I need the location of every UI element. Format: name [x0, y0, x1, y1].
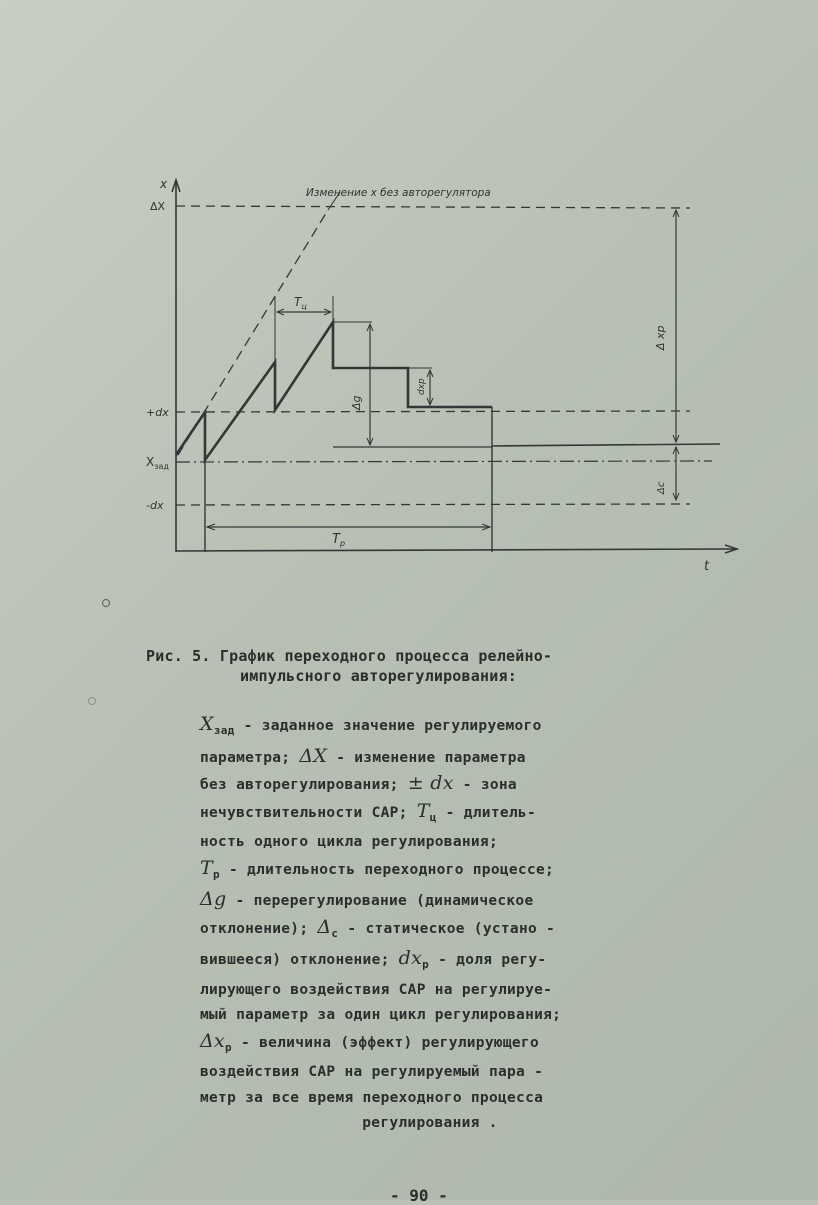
minus-dx-level-line	[176, 504, 690, 505]
legend-line: мый параметр за один цикл регулирования;	[200, 1007, 562, 1023]
plus-dx-label: +dx	[146, 406, 169, 419]
delta-g-label: Δg	[350, 395, 363, 410]
dX-label: ΔX	[150, 200, 166, 213]
caption-title-line-2: импульсного авторегулирования:	[240, 667, 517, 685]
legend-line: лирующего воздействия САР на регулируе-	[200, 981, 553, 998]
legend-line: параметра; ΔX - изменение параметра	[200, 744, 526, 767]
Tc-label: $T_ц$	[294, 295, 307, 311]
steady-state-line	[492, 444, 720, 446]
legend-line: Δg - перерегулирование (динамическое	[200, 888, 534, 910]
figure-label: Рис. 5.	[146, 647, 211, 665]
legend-line: $\Delta x_р$ - величина (эффект) регулирующего	[200, 1029, 539, 1054]
page-speck	[88, 697, 96, 705]
figure-caption	[146, 646, 706, 686]
page-speck	[102, 599, 110, 607]
legend-line: нечувствительности САР; $T_ц$ - длитель-	[200, 799, 536, 824]
plus-dx-level-line	[176, 411, 690, 412]
x-axis	[176, 549, 735, 551]
legend-line: ность одного цикла регулирования;	[200, 834, 498, 850]
legend-line: метр за все время переходного процесса	[200, 1089, 544, 1106]
x-zad-label: $X_{зад}$	[146, 455, 169, 471]
figure-legend	[200, 712, 720, 1137]
legend-line: вившееся) отклонение; $dx_р$ - доля регу-	[200, 947, 547, 971]
dX-level-line	[176, 206, 690, 208]
dxp-label: dxp	[417, 378, 427, 395]
y-axis-label: x	[160, 177, 168, 191]
caption-title-line-1: Рис. 5. График переходного процесса релейно-	[146, 647, 553, 665]
delta-xp-label: Δ xp	[654, 325, 667, 350]
x-zad-level-line	[176, 461, 712, 462]
legend-line: $T_р$ - длительность переходного процессе;	[200, 856, 555, 881]
page-number: - 90 -	[390, 1186, 448, 1205]
x-axis-label: t	[704, 559, 710, 574]
legend-line: отклонение); $\Delta_с$ - статическое (устано -	[200, 915, 556, 940]
delta-c-label: Δc	[656, 481, 667, 494]
legend-line: регулирования .	[362, 1115, 498, 1131]
legend-line: без авторегулирования; ± dx - зона	[200, 772, 517, 794]
legend-line: $X_{зад}$ - заданное значение регулируемого	[200, 713, 542, 737]
legend-line: воздействия САР на регулируемый пара -	[200, 1064, 544, 1080]
no-regulator-annotation: Изменение x без авторегулятора	[306, 187, 491, 199]
Tp-label: $T_р$	[332, 532, 346, 548]
regulated-process-curve	[176, 322, 492, 460]
minus-dx-label: -dx	[146, 499, 164, 512]
